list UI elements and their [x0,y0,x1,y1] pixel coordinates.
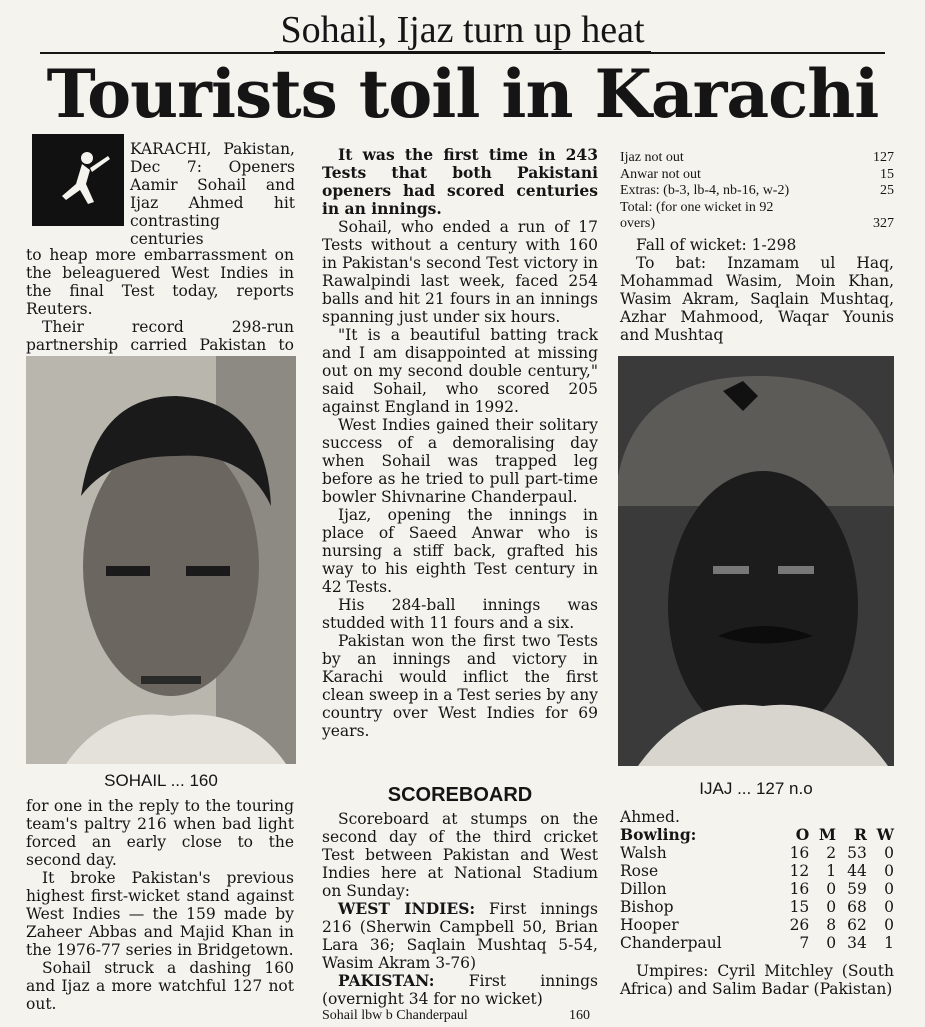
cricket-icon [32,134,124,226]
batting-table [620,150,894,233]
headline: Tourists toil in Karachi [46,55,879,133]
pak-innings: First innings (overnight 34 for no wicket) [322,972,598,1008]
fall-to-bat: Fall of wicket: 1-298 To bat: Inzamam ul Haq, Mohammad Wasim, Moin Khan, Wasim Akram, Saqlain Mushtaq, Azhar Mahmood, Waqar Younis and Mushtaq [620,236,894,344]
subheadline: Sohail, Ijaz turn up heat [0,6,925,54]
article-col1-bottom: for one in the reply to the touring team's paltry 216 when bad light forced an early close to the second day. It broke Pakistan's previous highest first-wicket stand against West Indies — the 159 made by Zaheer Abbas and Majid Khan in the 1976-77 series in Bridgetown. Sohail struck a dashing 160 and Ijaz a more watchful 127 not out. [26,797,294,1013]
sohail-caption: SOHAIL ... 160 [104,771,218,790]
bowling-row: Bishop 15 0 68 0 [620,898,894,916]
batting-row: Extras: (b-3, lb-4, nb-16, w-2) 25 [620,183,894,198]
batting-row: Ijaz not out 127 [620,150,894,165]
pak-label: PAKISTAN: [338,971,435,990]
wi-label: WEST INDIES: [338,899,476,918]
bowling-row: Rose 12 1 44 0 [620,862,894,880]
bowling-row: Walsh 16 2 53 0 [620,844,894,862]
sohail-photo [26,356,296,764]
bowling-row: Hooper 26 8 62 0 [620,916,894,934]
ijaz-caption: IJAJ ... 127 n.o [699,779,813,798]
bowling-header: Bowling: O M R W [620,825,894,844]
bowling-row: Dillon 16 0 59 0 [620,880,894,898]
lead-paragraph: KARACHI, Pakistan, Dec 7: Openers Aamir Sohail and Ijaz Ahmed hit contrasting centuries [130,140,295,248]
ahmed: Ahmed. [620,808,680,826]
scoreboard-title: SCOREBOARD [387,784,533,806]
bowling-table [620,826,894,952]
total-row: Total: (for one wicket in 92 overs) 327 [620,199,894,231]
rule [40,52,885,54]
ijaz-photo [618,356,894,766]
article-col1-top: to heap more embarrassment on the beleaguered West Indies in the final Test today, reports Reuters. Their record 298-run partnership carried Pakistan to [26,246,294,354]
wi-innings: First innings 216 (Sherwin Campbell 50, Brian Lara 36; Saqlain Mushtaq 5-54, Wasim Akram 3-76) [322,900,598,972]
article-col2: It was the first time in 243 Tests that both Pakistani openers had scored centuries in an innings. Sohail, who ended a run of 17 Tests without a century with 160 in Pakistan's second Test victory in Rawalpindi last week, faced 254 balls and hit 21 fours in an innings spanning just under six hours. "It is a beautiful batting track and I am disappointed at missing out on my second double century," said Sohail, who scored 205 against England in 1992. West Indies gained their solitary success of a demoralising day when Sohail was trapped leg before as he tried to pull part-time bowler Shivnarine Chanderpaul. Ijaz, opening the innings in place of Saeed Anwar who is nursing a stiff back, grafted his way to his eighth Test century in 42 Tests. His 284-ball innings was studded with 11 fours and a six. Pakistan won the first two Tests by an innings and victory in Karachi would inflict the first clean sweep in a Test series by any country over West Indies for 69 years. [322,145,598,740]
scoreboard-text: Scoreboard at stumps on the second day of the third cricket Test between Pakistan and West Indies here at National Stadium on Sunday: WEST INDIES: First innings 216 (Sherwin Campbell 50, Brian Lara 36; Saqlain Mushtaq 5-54, Wasim Akram 3-76) PAKISTAN: First innings (overnight 34 for no wicket) Sohail lbw b Chanderpaul 160 [322,810,598,1023]
umpires: Umpires: Cyril Mitchley (South Africa) and Salim Badar (Pakistan) [620,962,894,998]
batting-row-sohail: Sohail lbw b Chanderpaul 160 [322,1008,590,1023]
batting-row: Anwar not out 15 [620,166,894,182]
bowling-row: Chanderpaul 7 0 34 1 [620,934,894,952]
